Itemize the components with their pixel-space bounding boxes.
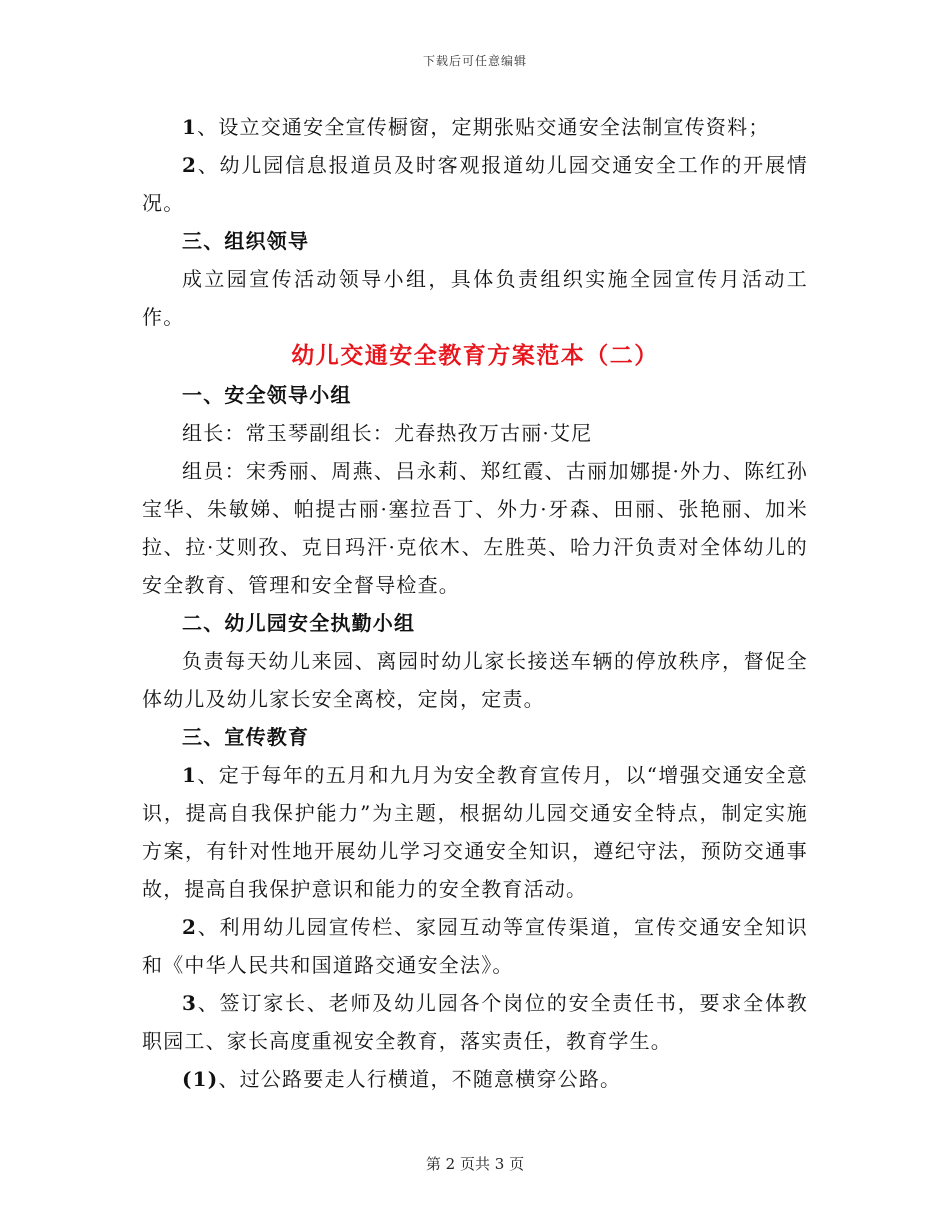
page-header-note: 下载后可任意编辑 bbox=[422, 54, 527, 68]
item-number: (1) bbox=[182, 1067, 219, 1091]
paragraph-text: 、过公路要走人行横道，不随意横穿公路。 bbox=[218, 1067, 622, 1091]
paragraph-text: 、定于每年的五月和九月为安全教育宣传月，以“增强交通安全意识，提高自我保护能力”为主题，根据幼儿园交通安全特点，制定实施方案，有针对性地开展幼儿学习交通安全知识，遵纪守法，预防交通事故，提高自我保护意识和能力的安全教育活动。 bbox=[142, 763, 808, 901]
item-number: 1 bbox=[182, 763, 198, 787]
document-body bbox=[142, 108, 808, 1098]
item-number: 3 bbox=[182, 991, 198, 1015]
paragraph-duty: 负责每天幼儿来园、离园时幼儿家长接送车辆的停放秩序，督促全体幼儿及幼儿家长安全离校，定岗，定责。 bbox=[142, 649, 808, 711]
paragraph-members: 组员：宋秀丽、周燕、吕永莉、郑红霞、古丽加娜提·外力、陈红孙宝华、朱敏娣、帕提古丽·塞拉吾丁、外力·牙森、田丽、张艳丽、加米拉、拉·艾则孜、克日玛汗·克依木、左胜英、哈力汗负责对全体幼儿的安全教育、管理和安全督导检查。 bbox=[142, 459, 808, 597]
section-heading-duty-group: 二、幼儿园安全执勤小组 bbox=[182, 611, 416, 635]
paragraph-organization: 成立园宣传活动领导小组，具体负责组织实施全园宣传月活动工作。 bbox=[142, 267, 808, 329]
item-number: 2 bbox=[182, 153, 198, 177]
paragraph-publicity-2 bbox=[142, 908, 808, 984]
section-heading-publicity: 三、宣传教育 bbox=[182, 725, 310, 749]
paragraph-rule-1 bbox=[142, 1060, 808, 1098]
page-footer: 第 2 页共 3 页 bbox=[425, 1155, 525, 1173]
paragraph-publicity-1 bbox=[142, 756, 808, 908]
paragraph-publicity-3 bbox=[142, 984, 808, 1060]
item-number: 1 bbox=[182, 115, 198, 139]
paragraph-text: 、设立交通安全宣传橱窗，定期张贴交通安全法制宣传资料； bbox=[197, 115, 770, 139]
paragraph-text: 、签订家长、老师及幼儿园各个岗位的安全责任书，要求全体教职园工、家长高度重视安全教育，落实责任，教育学生。 bbox=[142, 991, 808, 1053]
item-number: 2 bbox=[182, 915, 198, 939]
paragraph-item-2 bbox=[142, 146, 808, 222]
paragraph-leaders: 组长：常玉琴副组长：尤春热孜万古丽·艾尼 bbox=[182, 421, 593, 445]
section-heading-safety-group: 一、安全领导小组 bbox=[182, 383, 352, 407]
paragraph-item-1 bbox=[142, 108, 808, 146]
section-heading-organization: 三、组织领导 bbox=[182, 229, 310, 253]
paragraph-text: 、利用幼儿园宣传栏、家园互动等宣传渠道，宣传交通安全知识和《中华人民共和国道路交通安全法》。 bbox=[142, 915, 808, 977]
paragraph-text: 、幼儿园信息报道员及时客观报道幼儿园交通安全工作的开展情况。 bbox=[142, 153, 808, 215]
document-title: 幼儿交通安全教育方案范本（二） bbox=[291, 342, 659, 369]
